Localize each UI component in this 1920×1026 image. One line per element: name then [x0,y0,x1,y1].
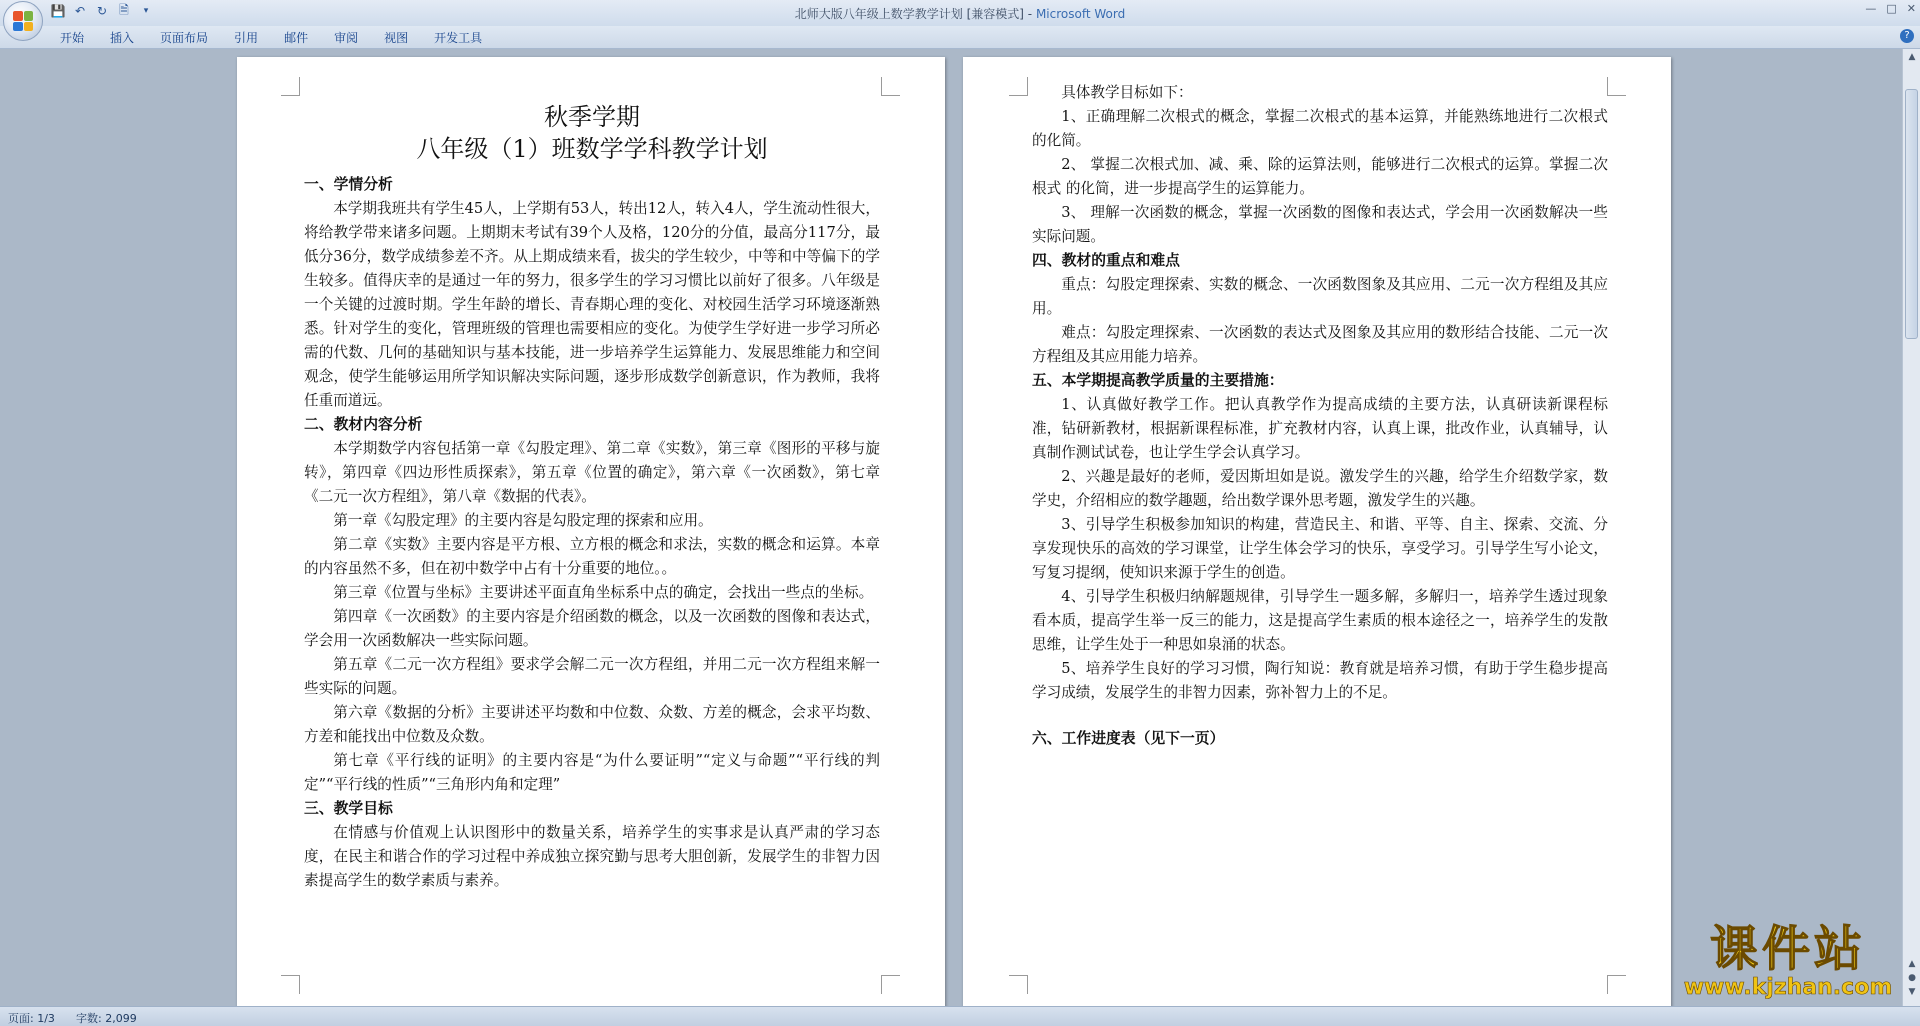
doc-title-line-2: 八年级（1）班数学学科教学计划 [416,135,768,163]
minimize-icon[interactable]: — [1865,2,1877,15]
paragraph: 3、 理解一次函数的概念，掌握一次函数的图像和表达式，学会用一次函数解决一些实际问题。 [1032,204,1608,245]
tab-insert[interactable]: 插入 [110,31,135,45]
paragraph: 3、引导学生积极参加知识的构建，营造民主、和谐、平等、自主、探索、交流、分享发现快乐的高效的学习课堂，让学生体会学习的快乐，享受学习。引导学生写小论文，写复习提纲，使知识来源于学生的创造。 [1032,516,1608,581]
tab-developer[interactable]: 开发工具 [434,31,483,45]
tab-view[interactable]: 视图 [384,31,409,45]
document-title: 北师大版八年级上数学教学计划 [兼容模式] [794,7,1024,21]
crop-mark [281,77,300,96]
document-workspace[interactable] [0,49,1902,1006]
watermark-url: www.kjzhan.com [1683,975,1893,1000]
word-count[interactable]: 字数: 2,099 [76,1012,137,1025]
maximize-icon[interactable]: □ [1886,2,1897,15]
tab-page-layout[interactable]: 页面布局 [160,31,209,45]
paragraph: 第五章《二元一次方程组》要求学会解二元一次方程组，并用二元一次方程组来解一些实际的问题。 [304,656,880,697]
section-heading-4: 四、教材的重点和难点 [1032,252,1180,269]
crop-mark [1607,975,1626,994]
page-count[interactable]: 页面: 1/3 [8,1012,55,1025]
tab-review[interactable]: 审阅 [334,31,359,45]
paragraph: 2、 掌握二次根式加、减、乘、除的运算法则，能够进行二次根式的运算。掌握二次根式 的化简，进一步提高学生的运算能力。 [1032,156,1608,197]
doc-title-line-1: 秋季学期 [544,103,640,131]
crop-mark [1009,77,1028,96]
section-heading-5: 五、本学期提高教学质量的主要措施： [1032,372,1284,389]
section-heading-6: 六、工作进度表（见下一页） [1032,730,1225,747]
watermark-text: 课件站 [1709,921,1866,977]
status-bar [0,1006,1920,1026]
document-page-2[interactable] [963,57,1671,1006]
site-watermark-logo [1668,922,1908,1002]
paragraph: 5、培养学生良好的学习习惯，陶行知说：教育就是培养习惯，有助于学生稳步提高学习成绩，发展学生的非智力因素，弥补智力上的不足。 [1032,660,1608,701]
window-controls [1865,2,1916,15]
close-icon[interactable]: ✕ [1906,2,1916,15]
crop-mark [1607,77,1626,96]
paragraph: 第七章《平行线的证明》的主要内容是“为什么要证明”“定义与命题”“平行线的判定”“平行线的性质”“三角形内角和定理” [304,752,880,793]
section-heading-1: 一、学情分析 [304,176,393,193]
undo-icon[interactable]: ↶ [74,4,86,18]
paragraph: 第三章《位置与坐标》主要讲述平面直角坐标系中点的确定，会找出一些点的坐标。 [333,584,874,601]
paragraph: 1、认真做好教学工作。把认真教学作为提高成绩的主要方法，认真研读新课程标准，钻研新教材，根据新课程标准，扩充教材内容，认真上课，批改作业，认真辅导，认真制作测试试卷，也让学生学会认真学习。 [1032,396,1608,461]
paragraph: 具体教学目标如下： [1061,84,1193,101]
crop-mark [1009,975,1028,994]
vertical-scrollbar[interactable] [1902,49,1920,1006]
app-name: Microsoft Word [1035,7,1126,21]
paragraph: 第一章《勾股定理》的主要内容是勾股定理的探索和应用。 [333,512,713,529]
paragraph: 第六章《数据的分析》主要讲述平均数和中位数、众数、方差的概念，会求平均数、方差和能找出中位数及众数。 [304,704,880,745]
paragraph: 1、正确理解二次根式的概念，掌握二次根式的基本运算，并能熟练地进行二次根式的化简。 [1032,108,1608,149]
blank-line [1032,705,1608,727]
crop-mark [281,975,300,994]
print-preview-icon[interactable]: 🗎 [119,2,129,17]
ribbon-tab-bar [0,26,1920,49]
page-content [304,99,880,893]
office-button[interactable] [3,1,43,41]
previous-page-icon[interactable]: ▲ [1908,959,1916,969]
crop-mark [881,77,900,96]
tab-home[interactable]: 开始 [60,31,85,45]
save-icon[interactable]: 💾 [50,4,66,18]
scrollbar-thumb[interactable] [1905,89,1918,339]
paragraph: 2、兴趣是最好的老师，爱因斯坦如是说。激发学生的兴趣，给学生介绍数学家，数学史，介绍相应的数学趣题，给出数学课外思考题，激发学生的兴趣。 [1032,468,1608,509]
paragraph: 在情感与价值观上认识图形中的数量关系，培养学生的实事求是认真严肃的学习态度，在民主和谐合作的学习过程中养成独立探究勤与思考大胆创新，发展学生的非智力因素提高学生的数学素质与素养。 [304,824,880,889]
paragraph: 本学期我班共有学生45人，上学期有53人，转出12人，转入4人，学生流动性很大，将给教学带来诸多问题。上期期末考试有39个人及格，120分的分值，最高分117分，最低分36分，数学成绩参差不齐。从上期成绩来看，拔尖的学生较少，中等和中等偏下的学生较多。值得庆幸的是通过一年的努力，很多学生的学习习惯比以前好了很多。八年级是一个关键的过渡时期。学生年龄的增长、青春期心理的变化、对校园生活学习环境逐渐熟悉。针对学生的变化，管理班级的管理也需要相应的变化。为使学生学好进一步学习所必需的代数、几何的基础知识与基本技能，进一步培养学生运算能力、发展思维能力和空间观念，使学生能够运用所学知识解决实际问题，逐步形成数学创新意识，作为教师，我将任重而道远。 [304,200,880,409]
paragraph: 难点：勾股定理探索、一次函数的表达式及图象及其应用的数形结合技能、二元一次方程组及其应用能力培养。 [1032,324,1608,365]
paragraph: 重点：勾股定理探索、实数的概念、一次函数图象及其应用、二元一次方程组及其应用。 [1032,276,1608,317]
help-icon[interactable]: ? [1900,29,1914,43]
title-separator: - [1023,7,1036,21]
paragraph: 本学期数学内容包括第一章《勾股定理》、第二章《实数》，第三章《图形的平移与旋转》，第四章《四边形性质探索》，第五章《位置的确定》，第六章《一次函数》，第七章《二元一次方程组》，第八章《数据的代表》。 [304,440,880,505]
tab-mailings[interactable]: 邮件 [284,31,309,45]
window-title [0,2,1920,22]
tab-references[interactable]: 引用 [234,31,259,45]
office-logo-icon [13,11,33,31]
ribbon-tabs [60,29,482,46]
section-heading-2: 二、教材内容分析 [304,416,423,433]
section-heading-3: 三、教学目标 [304,800,393,817]
title-bar [0,0,1920,26]
browse-object-icon[interactable]: ● [1908,973,1916,983]
paragraph: 第四章《一次函数》的主要内容是介绍函数的概念，以及一次函数的图像和表达式，学会用一次函数解决一些实际问题。 [304,608,880,649]
document-page-1[interactable] [237,57,945,1006]
customize-icon[interactable]: ▾ [143,6,149,16]
redo-icon[interactable]: ↻ [96,4,108,18]
scroll-up-arrow-icon[interactable]: ▲ [1908,52,1916,62]
paragraph: 第二章《实数》主要内容是平方根、立方根的概念和求法，实数的概念和运算。本章的内容虽然不多，但在初中数学中占有十分重要的地位。。 [304,536,880,577]
paragraph: 4、引导学生积极归纳解题规律，引导学生一题多解，多解归一，培养学生透过现象看本质，提高学生举一反三的能力，这是提高学生素质的根本途径之一，培养学生的发散思维，让学生处于一种思如泉涌的状态。 [1032,588,1608,653]
next-page-icon[interactable]: ▼ [1908,987,1916,997]
page-content [1032,81,1608,751]
crop-mark [881,975,900,994]
